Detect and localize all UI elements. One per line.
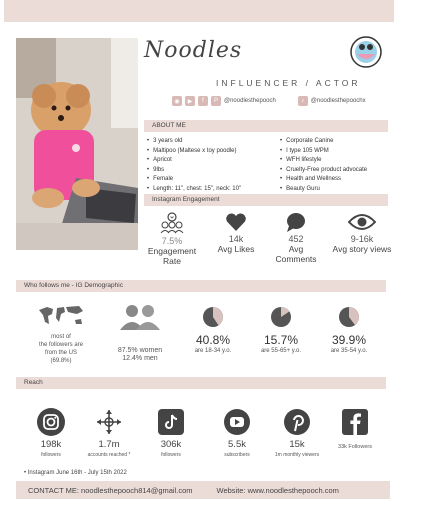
list-item: • Length: 11", chest: 15", neck: 10" (147, 185, 241, 195)
age-group-2 (250, 306, 312, 355)
reach-header (16, 377, 386, 389)
avg-likes-stat (211, 212, 261, 254)
map-text-3: from the US (44, 350, 77, 356)
heart-icon (225, 212, 247, 232)
tiktok-icon[interactable] (157, 408, 185, 436)
people-heart-icon (160, 212, 184, 234)
engagement-rate-value: 7.5% (161, 236, 183, 246)
list-item: • Maltipoo (Maltese x toy poodle) (147, 147, 241, 157)
gender-split (108, 304, 172, 363)
men-percent: 12.4% men (122, 355, 158, 362)
move-arrows-icon (95, 408, 123, 436)
instagram-handle[interactable]: @noodlesthepooch (224, 98, 276, 104)
avg-comments-stat (268, 212, 324, 264)
list-item: • Corporate Canine (280, 137, 367, 147)
about-header (144, 120, 388, 132)
list-item: • Cruelty-Free product advocate (280, 166, 367, 176)
reach-youtube (212, 408, 262, 458)
list-item: • 3 years old (147, 137, 241, 147)
reach-tiktok (146, 408, 196, 458)
reach-value: 306k (160, 439, 182, 450)
reach-accounts (84, 408, 134, 458)
reach-label: subscribers (224, 452, 250, 458)
age-pie-chart (270, 306, 292, 328)
avg-story-views-value: 9-16k (350, 234, 374, 244)
social-handles (172, 96, 366, 106)
contact-bar (16, 481, 390, 499)
reach-title: Reach (24, 379, 43, 386)
women-percent: 87.5% women (117, 347, 163, 354)
map-text-1: most of (51, 334, 71, 340)
engagement-rate-label: Engagement Rate (147, 246, 197, 266)
avg-likes-value: 14k (228, 234, 244, 244)
map-text-4: (69.8%) (50, 358, 72, 364)
avg-story-views-stat (330, 212, 394, 254)
date-footnote: • Instagram June 16th - July 15th 2022 (24, 470, 127, 476)
age3-value: 39.9% (331, 333, 367, 347)
demographic-header (16, 280, 386, 292)
age-pie-chart (338, 306, 360, 328)
list-item: • Apricot (147, 156, 241, 166)
about-list-right (280, 137, 367, 194)
youtube-icon[interactable]: ▶ (185, 96, 195, 106)
people-icon (118, 304, 162, 330)
reach-facebook (330, 408, 380, 450)
about-list-left (147, 137, 241, 194)
list-item: • Beauty Guru (280, 185, 367, 195)
youtube-icon[interactable] (223, 408, 251, 436)
eye-icon (348, 212, 376, 232)
engagement-rate-stat (144, 212, 200, 266)
engagement-title: Instagram Engagement (152, 196, 220, 203)
tiktok-handle[interactable]: @noodlesthepoochx (310, 98, 366, 104)
name-signature: Noodles (144, 38, 243, 63)
list-item: • Health and Wellness (280, 175, 367, 185)
list-item: • I type 105 WPM (280, 147, 367, 157)
reach-label: followers (161, 452, 181, 458)
tiktok-icon[interactable]: ♪ (298, 96, 308, 106)
instagram-icon[interactable] (37, 408, 65, 436)
world-map-icon (37, 304, 85, 328)
list-item: • WFH lifestyle (280, 156, 367, 166)
age-pie-chart (202, 306, 224, 328)
pinterest-icon[interactable] (283, 408, 311, 436)
followers-location (26, 304, 96, 365)
map-text-2: the followers are (38, 342, 84, 348)
reach-value: 15k (289, 439, 305, 450)
reach-value: 1.7m (98, 439, 120, 450)
dog-photo (16, 38, 138, 250)
comment-icon (285, 212, 307, 232)
media-kit-page (4, 0, 394, 510)
brand-logo (350, 36, 382, 68)
avg-likes-label: Avg Likes (217, 244, 255, 254)
pinterest-icon[interactable]: P (211, 96, 221, 106)
reach-pinterest (272, 408, 322, 458)
instagram-icon[interactable]: ◉ (172, 96, 182, 106)
contact-email[interactable]: CONTACT ME: noodlesthepooch814@gmail.com (28, 485, 193, 495)
top-band (4, 0, 394, 22)
age2-value: 15.7% (263, 333, 299, 347)
facebook-icon[interactable] (341, 408, 369, 436)
engagement-header (144, 194, 388, 206)
reach-value: 5.5k (228, 439, 246, 450)
reach-instagram (26, 408, 76, 458)
age1-label: are 18-34 y.o. (194, 348, 232, 354)
age3-label: are 35-54 y.o. (330, 348, 368, 354)
age2-label: are 55-65+ y.o. (260, 348, 302, 354)
about-title: ABOUT ME (152, 122, 186, 129)
contact-website[interactable]: Website: www.noodlesthepooch.com (216, 485, 339, 495)
reach-label: followers (41, 452, 61, 458)
reach-value: 198k (40, 439, 62, 450)
list-item: • Female (147, 175, 241, 185)
avg-story-views-label: Avg story views (332, 244, 392, 254)
list-item: • 9lbs (147, 166, 241, 176)
age-group-3 (316, 306, 382, 355)
reach-label: accounts reached * (87, 452, 131, 458)
reach-label: 33k Followers (338, 444, 372, 450)
age1-value: 40.8% (195, 333, 231, 347)
facebook-icon[interactable]: f (198, 96, 208, 106)
age-group-1 (182, 306, 244, 355)
avg-comments-label: Avg Comments (275, 244, 317, 264)
role-title: INFLUENCER / ACTOR (216, 78, 361, 88)
avg-comments-value: 452 (288, 234, 304, 244)
reach-label: 1m monthly viewers (274, 452, 320, 458)
demographic-title: Who follows me - IG Demographic (24, 282, 123, 289)
